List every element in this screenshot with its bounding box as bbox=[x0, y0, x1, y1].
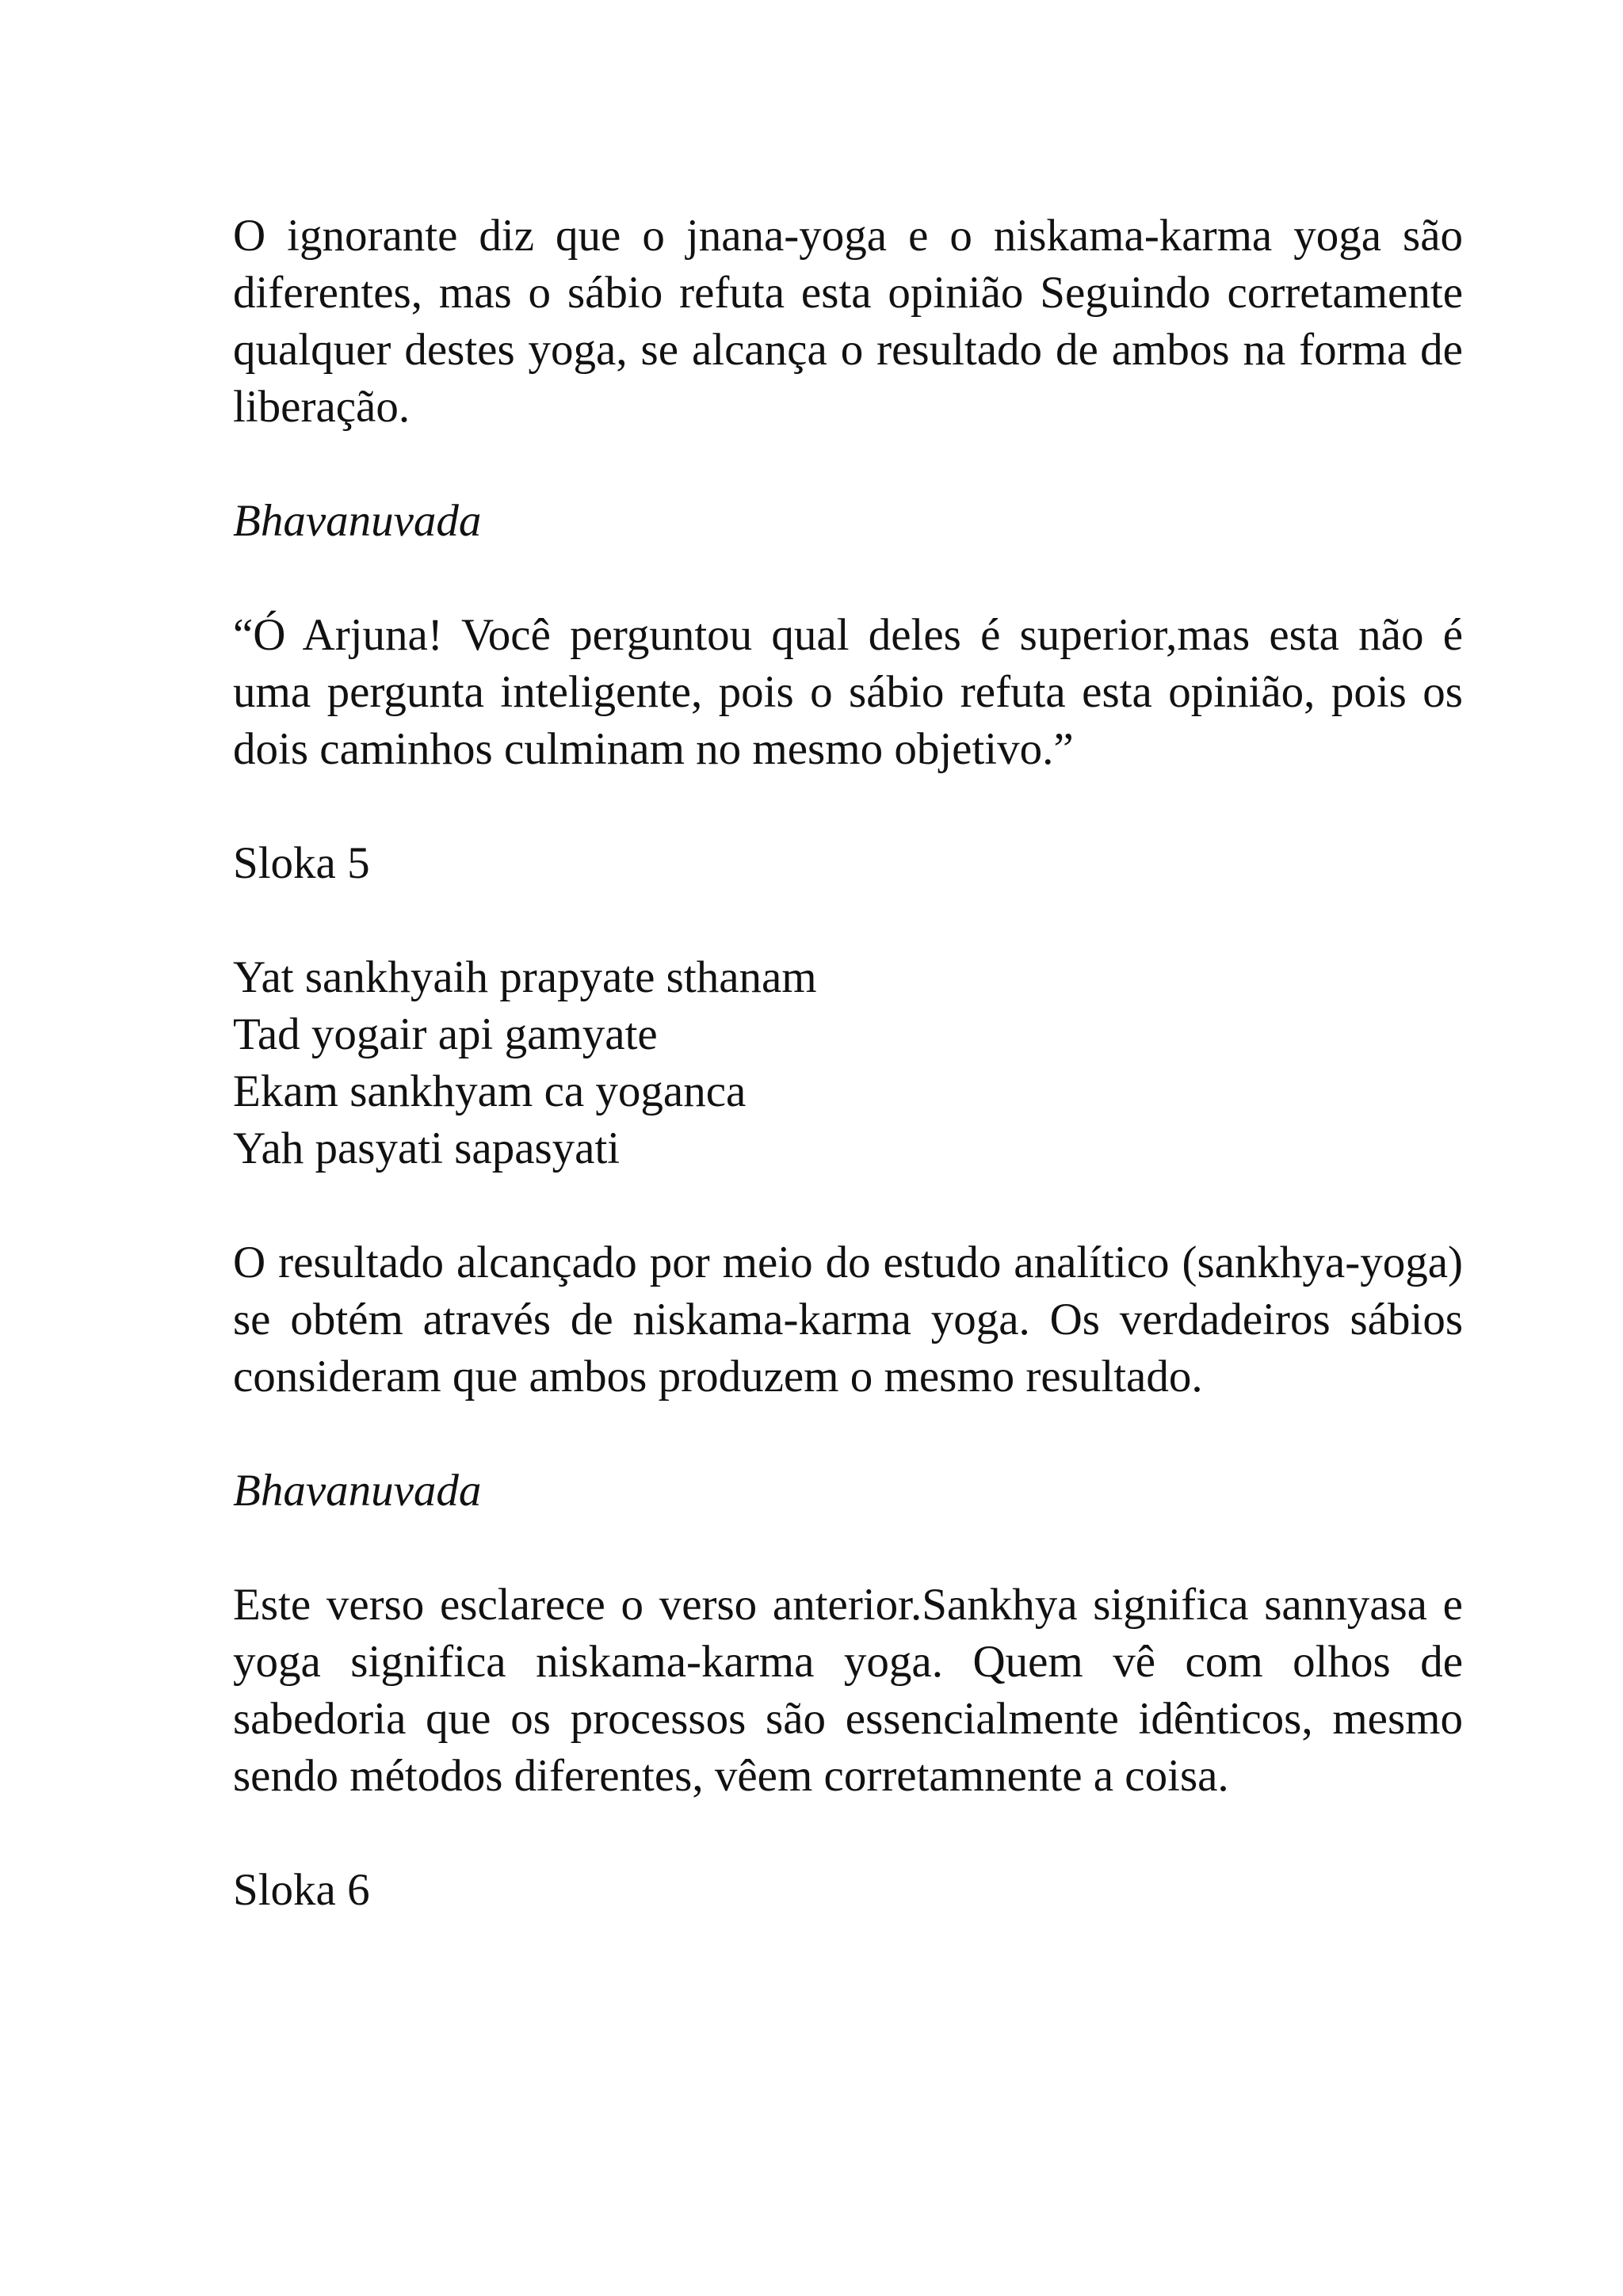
verse-line: Ekam sankhyam ca yoganca bbox=[233, 1066, 747, 1116]
verse-line: Tad yogair api gamyate bbox=[233, 1009, 658, 1059]
heading-sloka-6: Sloka 6 bbox=[233, 1865, 370, 1915]
heading-sloka-5: Sloka 5 bbox=[233, 838, 370, 888]
paragraph-arjuna-quote: “Ó Arjuna! Você perguntou qual deles é superior,mas esta não é uma pergunta inteligente, pois o sábio refuta esta opinião, pois os dois caminhos culminam no mesmo objetivo.” bbox=[233, 610, 1463, 774]
heading-bhavanuvada-2: Bhavanuvada bbox=[233, 1466, 482, 1516]
document-body bbox=[233, 208, 1463, 1919]
sloka-5-verse bbox=[233, 949, 1463, 1177]
verse-line: Yah pasyati sapasyati bbox=[233, 1123, 621, 1173]
paragraph-sloka-5-translation: O resultado alcançado por meio do estudo analítico (sankhya-yoga) se obtém através de niskama-karma yoga. Os verdadeiros sábios consideram que ambos produzem o mesmo resultado. bbox=[233, 1238, 1463, 1402]
paragraph-intro: O ignorante diz que o jnana-yoga e o niskama-karma yoga são diferentes, mas o sábio refuta esta opinião Seguindo corretamente qualquer destes yoga, se alcança o resultado de ambos na forma de liberação. bbox=[233, 211, 1463, 432]
heading-bhavanuvada-1: Bhavanuvada bbox=[233, 496, 482, 546]
paragraph-sloka-5-commentary: Este verso esclarece o verso anterior.Sankhya significa sannyasa e yoga significa niskama-karma yoga. Quem vê com olhos de sabedoria que os processos são essencialmente idênticos, mesmo sendo métodos diferentes, vêem corretamnente a coisa. bbox=[233, 1580, 1463, 1801]
verse-line: Yat sankhyaih prapyate sthanam bbox=[233, 952, 817, 1002]
